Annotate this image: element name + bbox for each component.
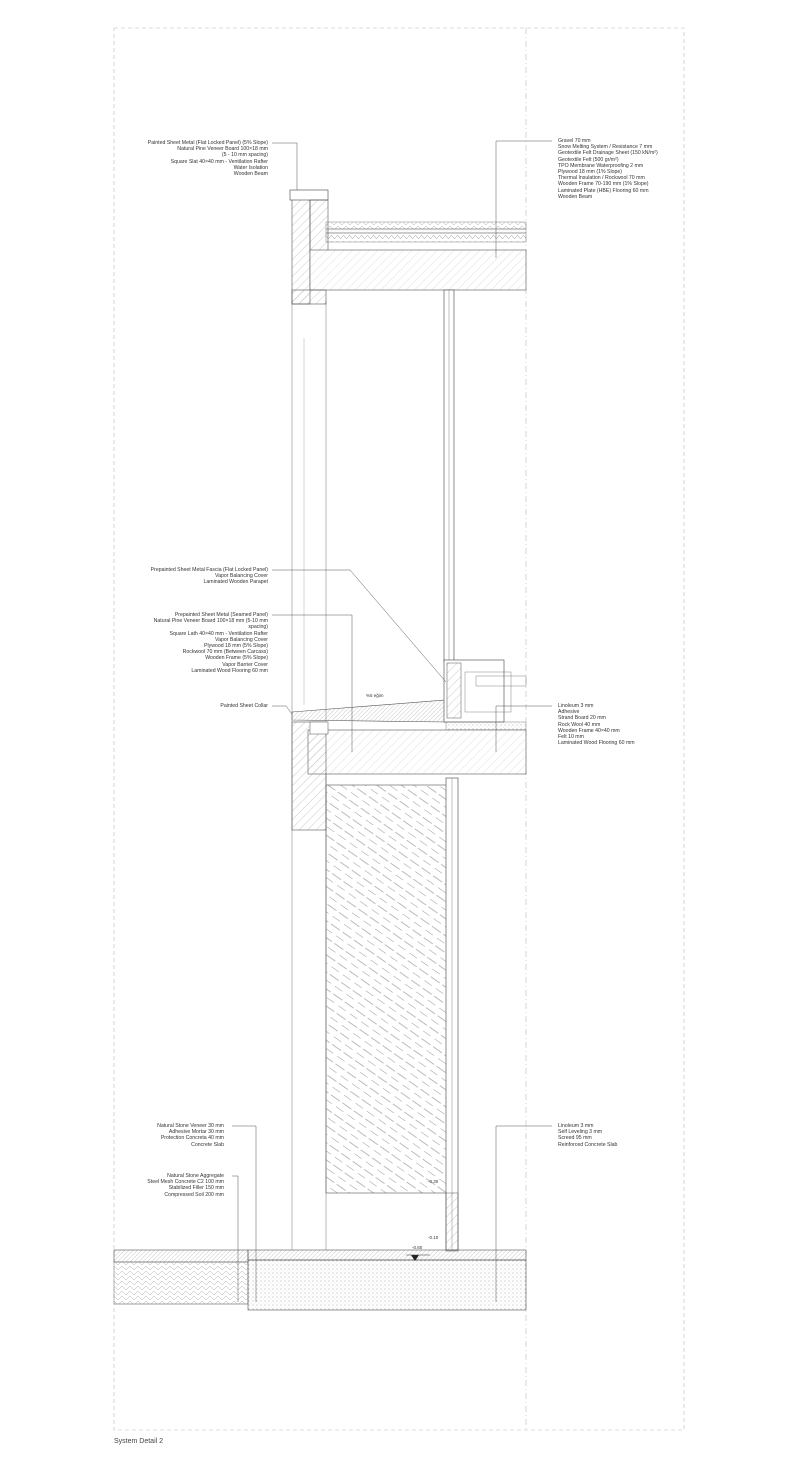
callout-line: Wooden Frame 40×40 mm <box>558 727 620 734</box>
callout-line: Rock Wool 40 mm <box>558 721 601 728</box>
callout-line: Prepainted Sheet Metal (Seamed Panel) <box>174 612 268 618</box>
ground-slab <box>248 1260 526 1310</box>
callout-line: Concrete Slab <box>191 1141 224 1148</box>
callout-line: Snow Melting System / Resistance 7 mm <box>558 144 653 151</box>
level-label-door: -0.10 <box>428 1235 439 1240</box>
exterior-paving <box>114 1250 248 1262</box>
callout-line: Water Isolation <box>233 164 268 171</box>
callout-line: Felt 10 mm <box>558 734 584 741</box>
level-label-window: -0.30 <box>428 1179 439 1184</box>
callout-line: Protection Concreta 40 mm <box>160 1135 224 1142</box>
callout-line: Stabilized Filler 150 mm <box>168 1185 224 1192</box>
level-label-floor: -0.60 <box>412 1245 423 1250</box>
callout-ground-exterior <box>147 1173 224 1198</box>
callout-line: spacing) <box>248 624 268 631</box>
slope-mark: %5 eğim <box>366 693 384 698</box>
callout-line: TPO Membrane Waterproofing 2 mm <box>558 162 644 169</box>
callout-line: Laminated Plate (HBE) Flooring 60 mm <box>558 187 649 194</box>
callout-upper-floor <box>558 703 635 746</box>
callout-line: Plywood 18 mm (5% Slope) <box>203 643 268 650</box>
callout-line: Self Leveling 3 mm <box>558 1129 603 1136</box>
callout-line: Strand Board 20 mm <box>558 715 606 722</box>
callout-line: Painted Sheet Collar <box>220 703 268 709</box>
callout-line: (5 - 10 mm spacing) <box>221 152 268 159</box>
callout-line: Geotextile Felt Drainage Sheet (150 kN/m²) <box>558 150 658 157</box>
stone-veneer <box>326 785 448 1193</box>
callout-line: Laminated Wooden Parapet <box>203 579 268 586</box>
callout-line: Rockwool 70 mm (Between Carcass) <box>182 649 268 656</box>
lower-roof-slope <box>292 700 446 722</box>
callout-line: Natural Pine Veneer Board 100×18 mm (5-10 mm <box>153 618 268 625</box>
callout-stone-wall <box>157 1123 224 1148</box>
callout-line: Wooden Frame 70-190 mm (1% Slope) <box>558 181 649 188</box>
callout-line: Natural Stone Veneer 30 mm <box>157 1123 224 1129</box>
parapet-post <box>292 196 310 304</box>
callout-line: Geotextile Felt (500 gr/m²) <box>558 156 619 163</box>
interior-floor <box>248 1250 526 1260</box>
callout-line: Plywood 18 mm (1% Slope) <box>558 169 623 176</box>
parapet-cap <box>290 190 328 200</box>
roof-beam-hatch <box>310 250 526 290</box>
callout-line: Wooden Beam <box>558 193 593 200</box>
callout-line: Prepainted Sheet Metal Fascia (Flat Locked Panel) <box>150 567 268 573</box>
callout-line: Vapor Balancing Cover <box>215 573 268 580</box>
callout-line: Laminated Wood Flooring 60 mm <box>191 667 268 674</box>
callout-line: Square Lath 40×40 mm - Ventilation Rafter <box>169 630 268 637</box>
drawing-caption: System Detail 2 <box>114 1438 164 1445</box>
callout-collar <box>220 703 268 709</box>
callout-fascia <box>151 567 268 586</box>
callout-line: Adhesive <box>558 709 580 716</box>
callout-line: Gravel 70 mm <box>558 138 591 144</box>
callout-line: Wooden Frame (5% Slope) <box>205 655 268 662</box>
callout-line: Vapor Balancing Cover <box>215 636 268 643</box>
callout-line: Reinforced Concrete Slab <box>558 1141 618 1148</box>
callout-line: Natural Stone Aggregate <box>167 1173 224 1179</box>
callout-line: Compressed Soil 200 mm <box>164 1191 224 1198</box>
exterior-fill <box>114 1262 248 1304</box>
callout-roof-build <box>558 138 658 200</box>
callout-line: Thermal Insulation / Rockwool 70 mm <box>558 175 645 182</box>
callout-line: Vapor Barrier Cover <box>222 661 268 668</box>
callout-ground-interior <box>558 1123 617 1148</box>
callout-line: Wooden Beam <box>233 171 268 178</box>
floor-screed <box>446 722 526 730</box>
callout-line: Linoleum 3 mm <box>558 1123 594 1129</box>
roof-slab-end <box>292 290 326 304</box>
callout-line: Square Slat 40×40 mm - Ventilation Rafter <box>170 158 268 165</box>
callout-line: Painted Sheet Metal (Flat Locked Panel) (5% Slope) <box>147 140 268 146</box>
callout-line: Adhesive Mortar 30 mm <box>168 1129 224 1136</box>
callout-line: Natural Pine Veneer Board 100×18 mm <box>177 146 268 153</box>
callout-line: Laminated Wood Flooring 60 mm <box>558 740 635 747</box>
callout-line: Linoleum 3 mm <box>558 703 594 709</box>
parapet-block <box>310 200 328 252</box>
collar-block <box>292 722 326 830</box>
callout-roof-parapet <box>148 140 268 177</box>
callout-line: Screed 95 mm <box>558 1135 592 1142</box>
callout-lower-roof <box>154 612 268 674</box>
callout-line: Steel Mesh Concrete C2 100 mm <box>147 1179 224 1186</box>
